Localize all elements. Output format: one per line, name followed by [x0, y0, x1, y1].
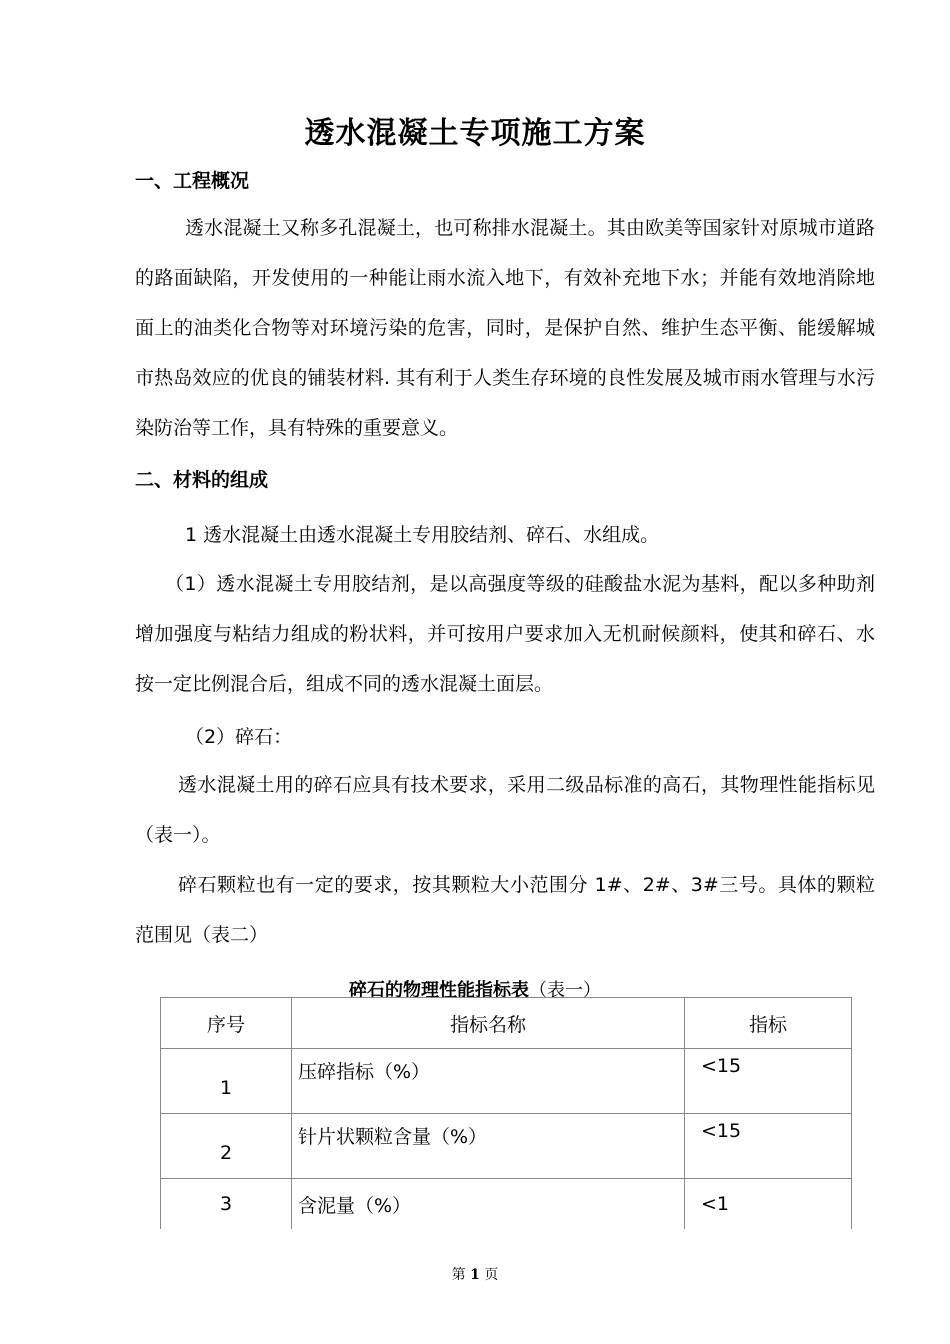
- section-heading-overview: 一、工程概况: [135, 170, 250, 192]
- table-cell-no: 2: [161, 1114, 292, 1179]
- paragraph-gravel-requirements: 透水混凝土用的碎石应具有技术要求，采用二级品标准的高石，其物理性能指标见（表一）。: [135, 774, 875, 846]
- document-title: 透水混凝土专项施工方案: [304, 116, 646, 151]
- paragraph-gravel-size: 碎石颗粒也有一定的要求，按其颗粒大小范围分 1#、2#、3#三号。具体的颗粒范围见（表二）: [135, 874, 875, 946]
- table-header-name: 指标名称: [292, 998, 685, 1049]
- table1-caption-label: （表一）: [529, 980, 601, 1001]
- materials-item-2: （2）碎石：: [185, 726, 293, 748]
- table-row: [161, 1049, 852, 1114]
- table-cell-no: 3: [161, 1179, 292, 1230]
- table-cell-value: <15: [685, 1114, 852, 1179]
- table-row: [161, 1179, 852, 1230]
- page-number-suffix: 页: [484, 1267, 499, 1283]
- gravel-properties-table: [160, 997, 852, 1229]
- materials-item-1: 1 透水混凝土由透水混凝土专用胶结剂、碎石、水组成。: [185, 524, 660, 546]
- table-row: [161, 1114, 852, 1179]
- paragraph-overview: 透水混凝土又称多孔混凝土，也可称排水混凝土。其由欧美等国家针对原城市道路的路面缺陷，开发使用的一种能让雨水流入地下，有效补充地下水；并能有效地消除地面上的油类化合物等对环境污染的危害，同时，是保护自然、维护生态平衡、能缓解城市热岛效应的优良的铺装材料. 其有利于人类生存环境的良性发展及城市雨水管理与水污染防治等工作，具有特殊的重要意义。: [135, 217, 875, 439]
- page-number: [0, 1264, 950, 1284]
- section-heading-materials: 二、材料的组成: [135, 469, 269, 491]
- table-header-row: [161, 998, 852, 1049]
- table-cell-no: 1: [161, 1049, 292, 1114]
- paragraph-binder: （1）透水混凝土专用胶结剂，是以高强度等级的硅酸盐水泥为基料，配以多种助剂增加强度与粘结力组成的粉状料，并可按用户要求加入无机耐候颜料，使其和碎石、水按一定比例混合后，组成不同的透水混凝土面层。: [135, 573, 875, 695]
- table-header-value: 指标: [685, 998, 852, 1049]
- page-number-value: 1: [470, 1267, 480, 1283]
- table-cell-name: 压碎指标（%）: [292, 1049, 685, 1114]
- table-cell-name: 含泥量（%）: [292, 1179, 685, 1230]
- table-cell-name: 针片状颗粒含量（%）: [292, 1114, 685, 1179]
- table-cell-value: <1: [685, 1179, 852, 1230]
- table1-caption-title: 碎石的物理性能指标表: [349, 980, 529, 1001]
- table-cell-value: <15: [685, 1049, 852, 1114]
- page-number-prefix: 第: [451, 1267, 466, 1283]
- table-header-no: 序号: [161, 998, 292, 1049]
